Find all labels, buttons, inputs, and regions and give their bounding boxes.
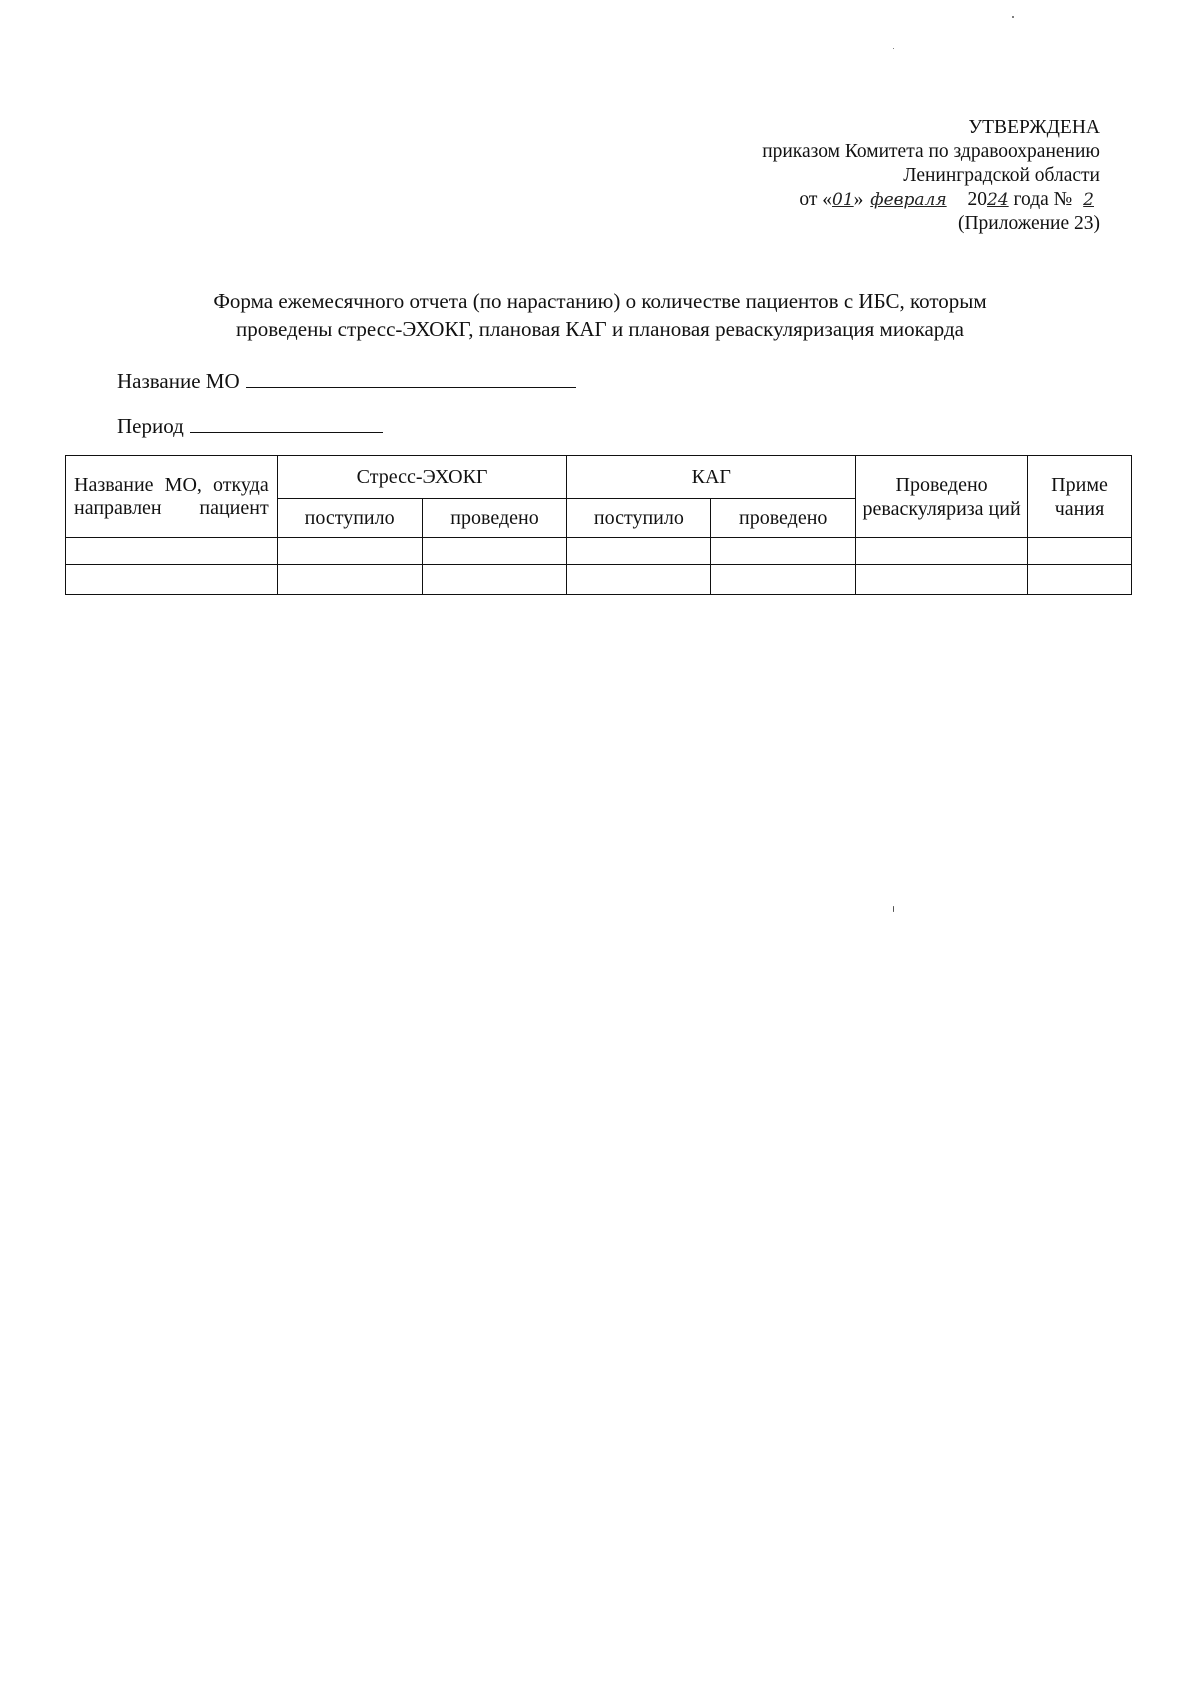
header-echo-received: поступило (277, 499, 422, 538)
form-title (60, 287, 1140, 343)
handwritten-year: 24 (987, 190, 1009, 210)
year-prefix: 20 (962, 189, 988, 210)
appendix-label: (Приложение 23) (957, 213, 1100, 234)
header-kag-received: поступило (567, 499, 711, 538)
date-suffix: года № (1008, 189, 1078, 210)
mo-name-label: Название МО (117, 369, 240, 393)
date-mid: » (853, 189, 869, 210)
table-cell[interactable] (711, 565, 856, 595)
header-kag-done: проведено (711, 499, 856, 538)
approval-title: УТВЕРЖДЕНА (968, 117, 1100, 138)
handwritten-day: 01 (832, 190, 854, 210)
header-notes: Приме чания (1028, 456, 1132, 538)
table-cell[interactable] (567, 565, 711, 595)
header-echo-done: проведено (422, 499, 567, 538)
mo-name-blank[interactable] (246, 367, 576, 388)
scan-speck (1012, 16, 1014, 18)
period-label: Период (117, 414, 184, 438)
approval-order-line: приказом Комитета по здравоохранению (762, 141, 1100, 162)
report-table (65, 455, 1132, 595)
handwritten-month: февраля (870, 190, 947, 210)
period-blank[interactable] (190, 412, 383, 433)
table-cell[interactable] (66, 538, 278, 565)
table-cell[interactable] (277, 538, 422, 565)
mo-name-field (117, 367, 576, 394)
handwritten-number: 2 (1083, 190, 1094, 210)
table-row (66, 538, 1132, 565)
scan-speck (893, 48, 894, 49)
table-row (66, 565, 1132, 595)
table-cell[interactable] (856, 565, 1028, 595)
table-cell[interactable] (1028, 538, 1132, 565)
header-revascularization: Проведено реваскуляриза ций (856, 456, 1028, 538)
table-cell[interactable] (711, 538, 856, 565)
scan-speck (893, 906, 894, 912)
table-cell[interactable] (422, 565, 567, 595)
table-cell[interactable] (1028, 565, 1132, 595)
table-header-row (66, 456, 1132, 499)
form-title-line-1: Форма ежемесячного отчета (по нарастанию) о количестве пациентов с ИБС, которым (213, 289, 987, 313)
header-stress-echo: Стресс-ЭХОКГ (277, 456, 567, 499)
period-field (117, 412, 383, 439)
table-cell[interactable] (422, 538, 567, 565)
header-kag: КАГ (567, 456, 856, 499)
table-cell[interactable] (66, 565, 278, 595)
approval-date-line (762, 188, 1100, 212)
table-cell[interactable] (277, 565, 422, 595)
form-title-line-2: проведены стресс-ЭХОКГ, плановая КАГ и плановая реваскуляризация миокарда (235, 317, 965, 341)
approval-region-line: Ленинградской области (903, 165, 1100, 186)
table-cell[interactable] (856, 538, 1028, 565)
approval-stamp (762, 116, 1100, 236)
table-cell[interactable] (567, 538, 711, 565)
header-mo-name: Название МО, откуда направлен пациент (66, 456, 278, 538)
date-prefix: от « (799, 189, 833, 210)
